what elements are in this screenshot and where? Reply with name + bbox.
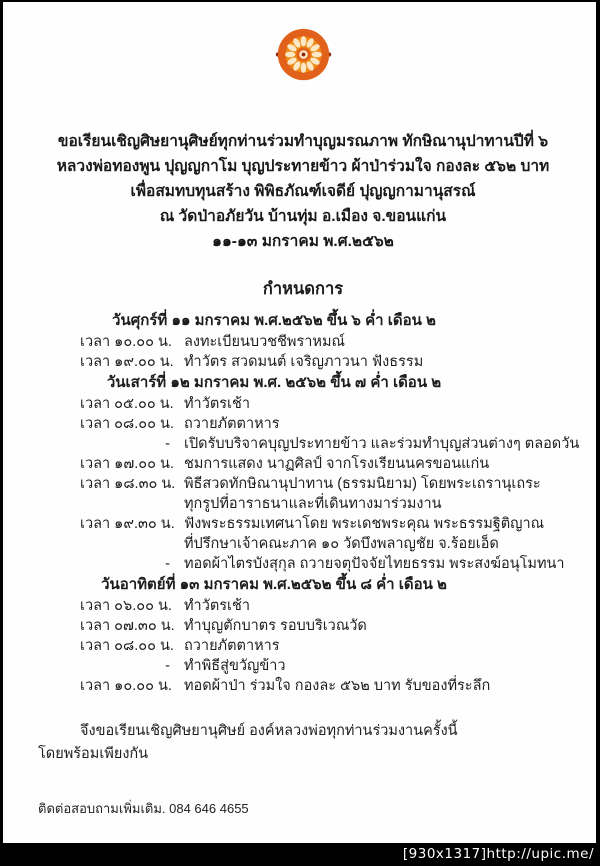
schedule-time: เวลา ๑๙.๐๐ น. <box>80 354 174 370</box>
header-line: ณ วัดป่าอภัยวัน บ้านทุ่ม อ.เมือง จ.ขอนแก่น <box>159 208 447 225</box>
day-header-sunday: วันอาทิตย์ที่ ๑๓ มกราคม พ.ศ.๒๕๖๒ ขึ้น ๘ ค่ำ เดือน ๒ <box>101 576 447 593</box>
schedule-time: เวลา ๐๕.๐๐ น. <box>80 396 174 412</box>
schedule-time: เวลา ๑๙.๓๐ น. <box>80 516 175 532</box>
schedule-activity: ถวายภัตตาหาร <box>184 416 280 432</box>
schedule-row <box>80 596 568 616</box>
schedule-time: เวลา ๑๐.๐๐ น. <box>80 334 172 350</box>
day-header-saturday: วันเสาร์ที่ ๑๒ มกราคม พ.ศ. ๒๕๖๒ ขึ้น ๗ ค่ำ เดือน ๒ <box>106 374 442 391</box>
schedule-row <box>80 414 568 434</box>
day-rows-friday <box>80 332 568 372</box>
schedule-activity: ทำบุญตักบาตร รอบบริเวณวัด <box>184 618 367 634</box>
schedule-row <box>80 454 568 474</box>
schedule-row <box>80 474 568 494</box>
schedule-row-continuation <box>80 494 568 514</box>
schedule-activity: พิธีสวดทักษิณานุปาทาน (ธรรมนิยาม) โดยพระเถรานุเถระ <box>184 476 541 492</box>
schedule-row-continuation <box>80 534 568 554</box>
schedule-activity: ชมการแสดง นาฏศิลป์ จากโรงเรียนนครขอนแก่น <box>184 456 490 472</box>
header-line: เพื่อสมทบทุนสร้าง พิพิธภัณฑ์เจดีย์ ปุญญกามานุสรณ์ <box>130 183 476 200</box>
day-rows-sunday <box>80 596 568 696</box>
schedule-activity: ถวายภัตตาหาร <box>184 638 280 654</box>
schedule-activity: ลงทะเบียนบวชชีพราหมณ์ <box>184 334 345 350</box>
watermark-bar <box>0 843 600 866</box>
document-page <box>3 2 596 843</box>
schedule-activity: ทอดผ้าป่า ร่วมใจ กองละ ๕๖๒ บาท รับของที่ระลึก <box>184 678 491 694</box>
schedule-row <box>80 554 568 574</box>
closing-paragraph <box>38 720 568 766</box>
document-content <box>3 26 596 819</box>
schedule-time: เวลา ๐๘.๐๐ น. <box>80 416 174 432</box>
schedule-time-empty <box>80 534 184 554</box>
schedule-time: เวลา ๑๗.๐๐ น. <box>80 456 174 472</box>
schedule-title: กำหนดการ <box>262 280 344 298</box>
header-line: ขอเรียนเชิญศิษยานุศิษย์ทุกท่านร่วมทำบุญมรณภาพ ทักษิณานุปาทานปีที่ ๖ <box>57 133 549 150</box>
header-line: ๑๑-๑๓ มกราคม พ.ศ.๒๕๖๒ <box>212 233 394 250</box>
schedule-row <box>80 394 568 414</box>
schedule-activity: ทุกรูปที่อาราธนาและที่เดินทางมาร่วมงาน <box>184 496 442 512</box>
schedule-dash: - <box>165 658 170 674</box>
schedule-row <box>80 352 568 372</box>
schedule-row <box>80 616 568 636</box>
schedule-time: เวลา ๐๖.๐๐ น. <box>80 598 172 614</box>
schedule-activity: ทำพิธีสู่ขวัญข้าว <box>184 658 286 674</box>
dhamma-wheel-emblem-icon <box>275 26 332 83</box>
day-header-friday: วันศุกร์ที่ ๑๑ มกราคม พ.ศ.๒๕๖๒ ขึ้น ๖ ค่ำ เดือน ๒ <box>112 312 436 329</box>
schedule-dash: - <box>165 556 170 572</box>
schedule-time: เวลา ๑๘.๓๐ น. <box>80 476 176 492</box>
schedule-row <box>80 656 568 676</box>
schedule-activity: ฟังพระธรรมเทศนาโดย พระเดชพระคุณ พระธรรมฐิติญาณ <box>184 516 545 532</box>
schedule-activity: ทำวัตรเช้า <box>184 598 250 614</box>
schedule-dash: - <box>165 436 170 452</box>
schedule-activity: ที่ปรึกษาเจ้าคณะภาค ๑๐ วัดบึงพลาญชัย จ.ร้อยเอ็ด <box>184 536 499 552</box>
schedule-row <box>80 332 568 352</box>
contact-info: ติดต่อสอบถามเพิ่มเติม. 084 646 4655 <box>38 801 249 816</box>
schedule <box>38 310 580 696</box>
schedule-activity: ทำวัตรเช้า <box>184 396 250 412</box>
schedule-row <box>80 636 568 656</box>
schedule-activity: เปิดรับบริจาคบุญประทายข้าว และร่วมทำบุญส่วนต่างๆ ตลอดวัน <box>184 436 580 452</box>
schedule-time: เวลา ๑๐.๐๐ น. <box>80 678 172 694</box>
schedule-row <box>80 434 580 454</box>
day-rows-saturday <box>80 394 580 574</box>
invitation-header <box>38 129 568 254</box>
schedule-activity: ทำวัตร สวดมนต์ เจริญภาวนา ฟังธรรม <box>184 354 424 370</box>
schedule-time: เวลา ๐๘.๐๐ น. <box>80 638 174 654</box>
header-line: หลวงพ่อทองพูน ปุญญกาโม บุญประทายข้าว ผ้าป่าร่วมใจ กองละ ๕๖๒ บาท <box>56 158 550 175</box>
closing-line: จึงขอเรียนเชิญศิษยานุศิษย์ องค์หลวงพ่อทุกท่านร่วมงานครั้งนี้ <box>80 723 458 739</box>
closing-line: โดยพร้อมเพียงกัน <box>38 746 149 762</box>
watermark-text: [930x1317]http://upic.me/ <box>402 846 594 862</box>
schedule-row <box>80 514 568 534</box>
schedule-time: เวลา ๐๗.๓๐ น. <box>80 618 175 634</box>
schedule-row <box>80 676 568 696</box>
schedule-time-empty <box>80 494 184 514</box>
schedule-activity: ทอดผ้าไตรบังสุกุล ถวายจตุปัจจัยไทยธรรม พระสงฆ์อนุโมทนา <box>184 556 565 572</box>
